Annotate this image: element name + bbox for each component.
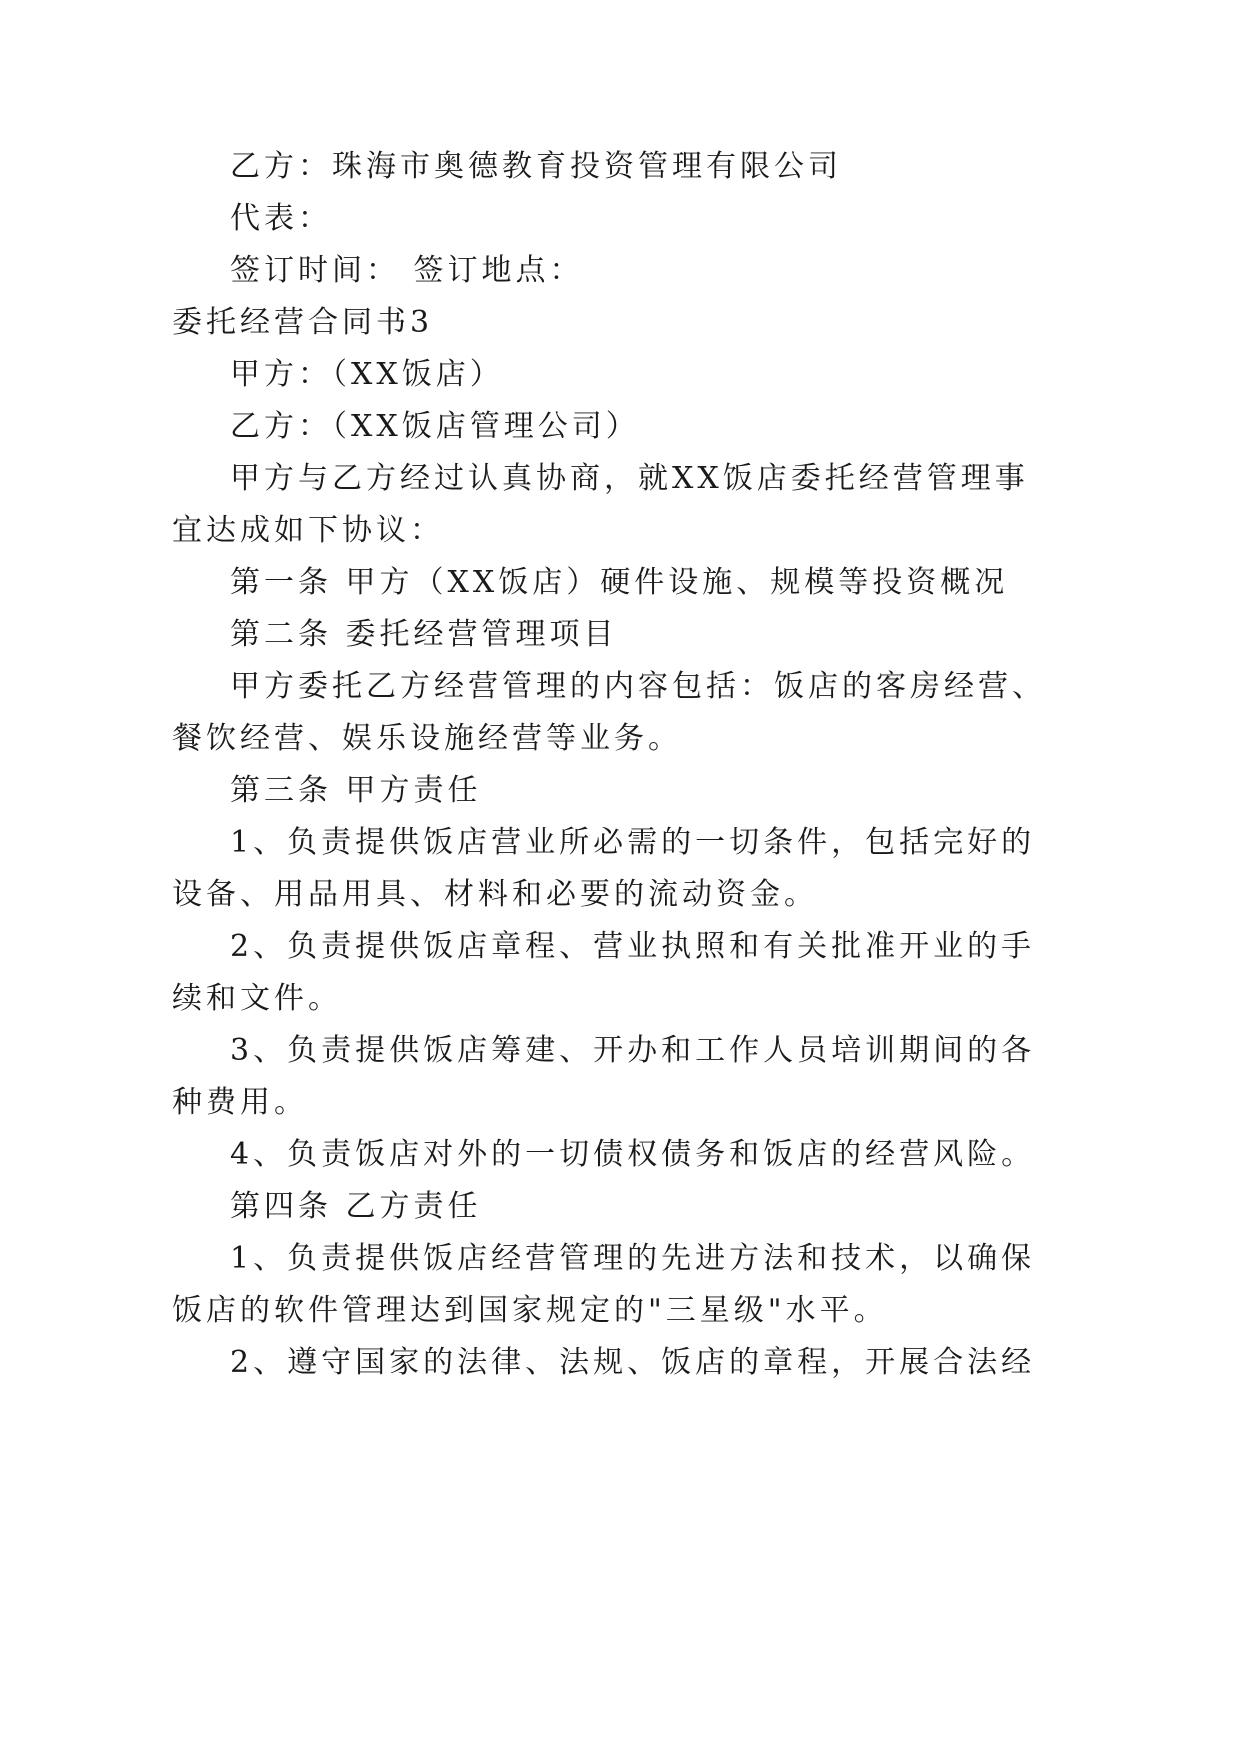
text-line: 代表：	[230, 201, 332, 236]
text-line: 3、负责提供饭店筹建、开办和工作人员培训期间的各	[230, 1033, 1036, 1068]
text-line: 续和文件。	[172, 981, 342, 1016]
text-line: 签订时间： 签订地点：	[230, 253, 584, 288]
text-line: 甲方：（XX饭店）	[230, 357, 504, 392]
text-line: 2、遵守国家的法律、法规、饭店的章程，开展合法经	[230, 1345, 1036, 1380]
text-line: 甲方与乙方经过认真协商，就XX饭店委托经营管理事	[230, 461, 1029, 496]
text-line: 2、负责提供饭店章程、营业执照和有关批准开业的手	[230, 929, 1036, 964]
text-line: 乙方：珠海市奥德教育投资管理有限公司	[230, 149, 842, 184]
text-line: 4、负责饭店对外的一切债权债务和饭店的经营风险。	[230, 1137, 1036, 1172]
text-line: 甲方委托乙方经营管理的内容包括：饭店的客房经营、	[230, 669, 1046, 704]
text-line: 乙方：（XX饭店管理公司）	[230, 409, 640, 444]
text-line: 委托经营合同书3	[172, 305, 434, 340]
text-line: 1、负责提供饭店经营管理的先进方法和技术，以确保	[230, 1241, 1036, 1276]
text-line: 宜达成如下协议：	[172, 513, 444, 548]
text-line: 第一条 甲方（XX饭店）硬件设施、规模等投资概况	[230, 565, 1009, 600]
text-line: 第四条 乙方责任	[230, 1189, 482, 1224]
text-line: 种费用。	[172, 1085, 308, 1120]
text-line: 饭店的软件管理达到国家规定的"三星级"水平。	[172, 1293, 888, 1328]
text-line: 第二条 委托经营管理项目	[230, 617, 618, 652]
text-line: 第三条 甲方责任	[230, 773, 482, 808]
text-line: 1、负责提供饭店营业所必需的一切条件，包括完好的	[230, 825, 1036, 860]
text-line: 餐饮经营、娱乐设施经营等业务。	[172, 721, 682, 756]
text-line: 设备、用品用具、材料和必要的流动资金。	[172, 877, 818, 912]
